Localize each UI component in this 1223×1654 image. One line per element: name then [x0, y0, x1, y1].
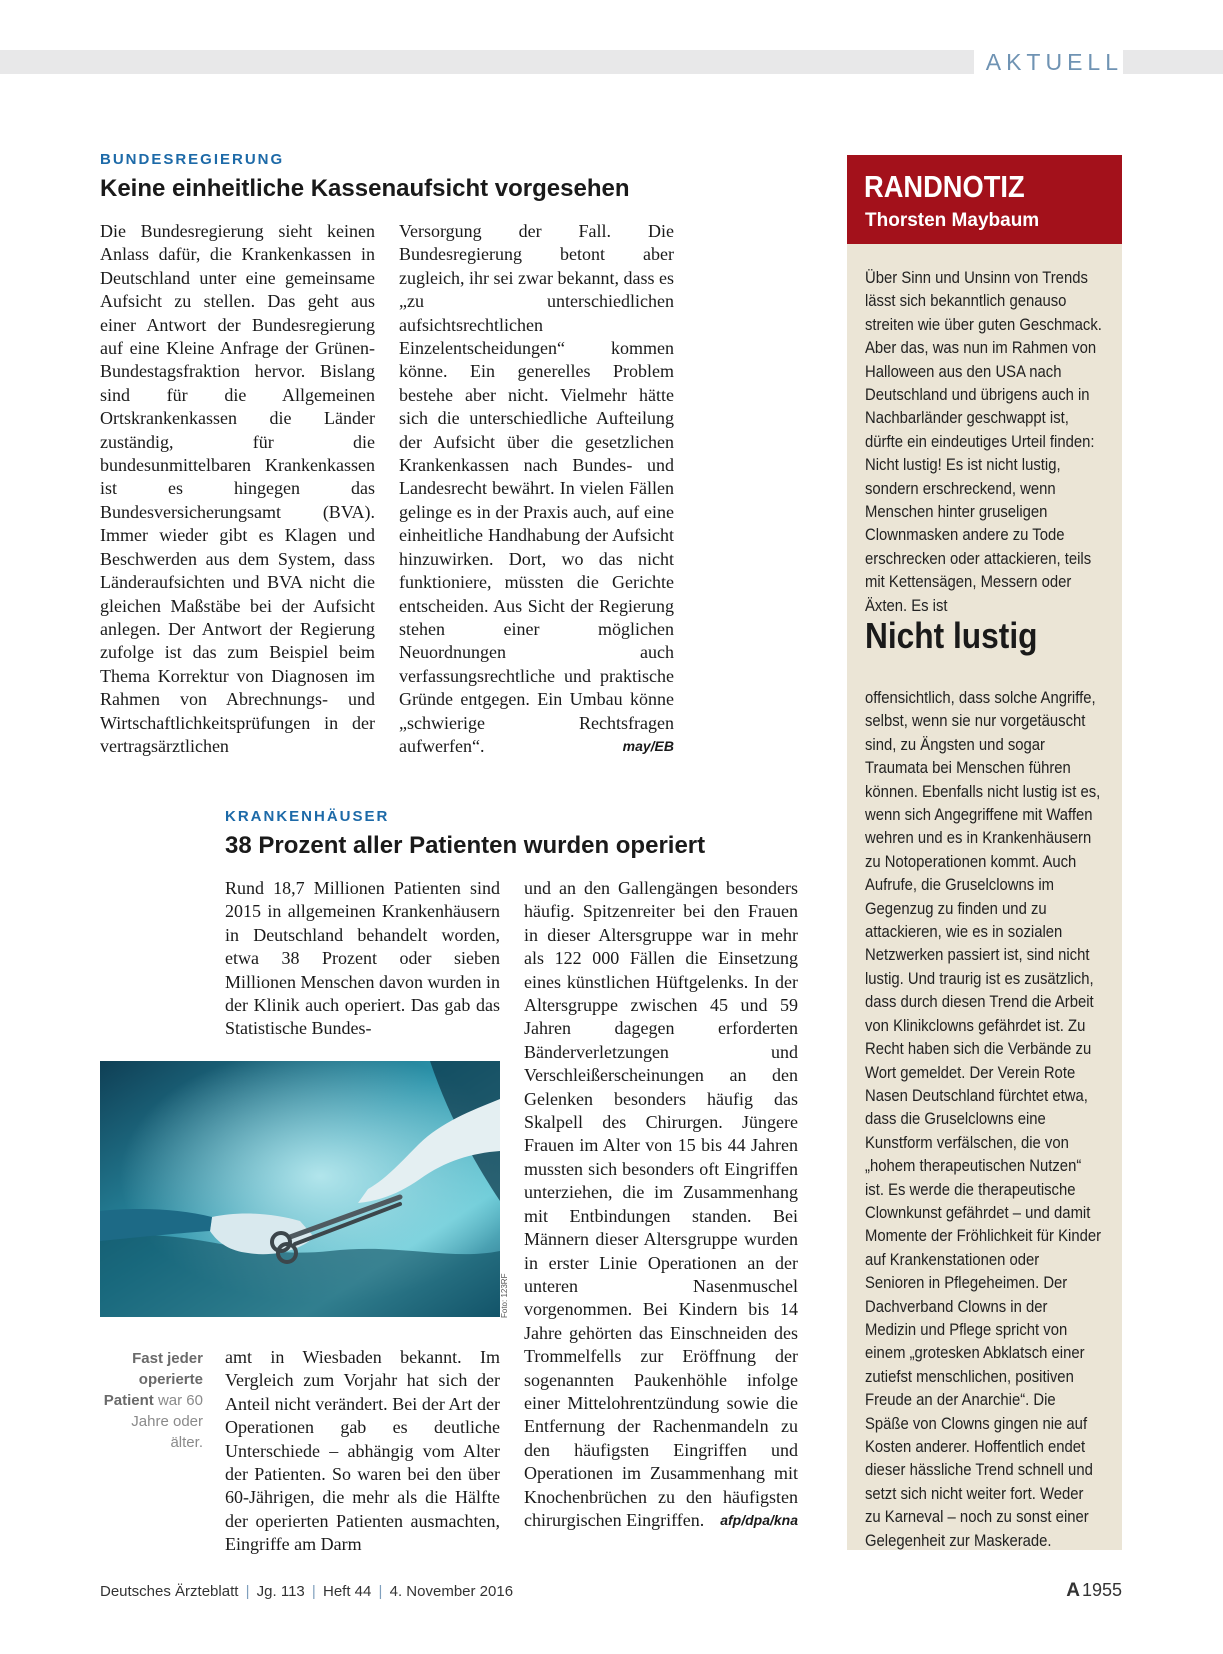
article2-byline: afp/dpa/kna — [720, 1511, 798, 1528]
footer-issue: Heft 44 — [323, 1583, 372, 1600]
photo-caption — [100, 1348, 203, 1453]
article2-text: und an den Gallengängen besonders häufig. Spitzenreiter bei den Frauen in dieser Altersgruppe war in mehr als 122 000 Fällen die Einsetzung eines künstlichen Hüftgelenks. In der Altersgruppe zwischen 45 und 59 Jahren dagegen erforderten Bänderverletzungen und Verschleißerscheinungen an den Gelenken besonders häufig das Skalpell des Chirurgen. Jüngere Frauen im Alter von 15 bis 44 Jahren mussten sich besonders oft Eingriffen unterziehen, die im Zusammenhang mit Entbindungen standen. Bei Männern dieser Altersgruppe wurden in erster Linie Operationen an der unteren Nasenmuschel vorgenommen. Bei Kindern bis 14 Jahre gehörten das Einschneiden des Trommelfells zur Eröffnung der sogenannten Paukenhöhle infolge einer Mittelohrentzündung sowie die Entfernung der Rachenmandeln zu den häufigsten Eingriffen und Operationen im Zusammenhang mit Knochenbrüchen zu den häufigsten chirurgischen Eingriffen. — [524, 878, 798, 1530]
footer-separator: | — [245, 1583, 250, 1600]
sidebar-author: Thorsten Maybaum — [865, 210, 1040, 231]
footer-date: 4. November 2016 — [389, 1583, 514, 1600]
caption-bold: Fast jeder operierte Patient — [103, 1350, 203, 1409]
surgery-photo — [100, 1061, 500, 1317]
article1-byline: may/EB — [622, 737, 674, 754]
article1-column-2 — [399, 220, 674, 758]
article2-column-1-bottom: amt in Wiesbaden bekannt. Im Vergleich zum Vorjahr hat sich der Anteil nicht verändert. Bei der Art der Operationen gab es deutliche Unterschiede – abhängig vom Alter der Patienten. So waren bei den über 60-Jährigen, die mehr als die Hälfte der operierten Patienten ausmachten, Eingriffe am Darm — [225, 1347, 500, 1555]
randnotiz-sidebar — [847, 155, 1122, 1550]
section-label: AKTUELL — [974, 46, 1123, 78]
footer-separator: | — [378, 1583, 383, 1600]
article1-kicker: BUNDESREGIERUNG — [100, 151, 285, 168]
footer-separator: | — [311, 1583, 316, 1600]
article2-headline: 38 Prozent aller Patienten wurden operiert — [225, 832, 706, 859]
article1-column-1: Die Bundesregierung sieht keinen Anlass dafür, die Krankenkassen in Deutschland unter eine gemeinsame Aufsicht zu stellen. Das geht aus einer Antwort der Bundesregierung auf eine Kleine Anfrage der Grünen-Bundestagsfraktion hervor. Bislang sind für die Allgemeinen Ortskrankenkassen die Länder zuständig, für die bundesunmittelbaren Krankenkassen ist es hingegen das Bundesversicherungsamt (BVA). Immer wieder gibt es Klagen und Beschwerden aus dem System, dass Länderaufsichten und BVA nicht die gleichen Maßstäbe bei der Aufsicht anlegen. Der Antwort der Regierung zufolge ist das zum Beispiel beim Thema Korrektur von Diagnosen im Rahmen von Abrechnungs- und Wirtschaftlichkeitsprüfungen in der vertragsärztlichen — [100, 221, 375, 756]
caption-rest: war 60 Jahre oder älter. — [131, 1392, 203, 1451]
article1-text: Versorgung der Fall. Die Bundesregierung betont aber zugleich, ihr sei zwar bekannt, dass es „zu unterschiedlichen aufsichtsrechtlichen Einzelentscheidungen“ kommen könne. Ein generelles Problem bestehe aber nicht. Vielmehr hätte sich die unterschiedliche Aufteilung der Aufsicht über die gesetzlichen Krankenkassen nach Bundes- und Landesrecht bewährt. In vielen Fällen gelinge es in der Praxis auch, auf eine einheitliche Handhabung der Aufsicht hinzuwirken. Dort, wo das nicht funktioniere, müssten die Gerichte entscheiden. Aus Sicht der Regierung stehen einer möglichen Neuordnungen auch verfassungsrechtliche und praktische Gründe entgegen. Ein Umbau könne „schwierige Rechtsfragen aufwerfen“. — [399, 221, 674, 756]
sidebar-headline: Nicht lustig — [865, 615, 1038, 656]
sidebar-header — [847, 155, 1122, 244]
sidebar-text-top: Über Sinn und Unsinn von Trends lässt sich bekanntlich genauso streiten wie über guten Geschmack. Aber das, was nun im Rahmen von Halloween aus den USA nach Deutschland und übrigens auch in Nachbarländer geschwappt ist, dürfte ein eindeutiges Urteil finden: Nicht lustig! Es ist nicht lustig, sondern erschreckend, wenn Menschen hinter gruseligen Clownmasken andere zu Tode erschrecken oder attackieren, teils mit Kettensägen, Messern oder Äxten. Es ist — [865, 269, 1102, 615]
article2-kicker: KRANKENHÄUSER — [225, 808, 390, 825]
photo-credit: Foto: 123RF — [500, 1273, 509, 1318]
article1-headline: Keine einheitliche Kassenaufsicht vorgesehen — [100, 175, 630, 202]
sidebar-title: RANDNOTIZ — [864, 169, 1025, 204]
article2-column-1-top: Rund 18,7 Millionen Patienten sind 2015 in allgemeinen Krankenhäusern in Deutschland behandelt worden, etwa 38 Prozent oder sieben Millionen Menschen davon wurden in der Klinik auch operiert. Das gab das Statistische Bundes- — [225, 878, 500, 1039]
footer — [100, 1583, 513, 1600]
footer-journal: Deutsches Ärzteblatt — [100, 1583, 239, 1600]
page-value: 1955 — [1081, 1580, 1122, 1600]
page-number — [1066, 1580, 1122, 1602]
sidebar-text-bottom: offensichtlich, dass solche Angriffe, selbst, wenn sie nur vorgetäuscht sind, zu Ängsten und sogar Traumata bei Menschen führen können. Ebenfalls nicht lustig ist es, wenn sich Angegriffene mit Waffen wehren und es in Krankenhäusern zu Notoperationen kommt. Auch Aufrufe, die Gruselclowns im Gegenzug zu finden und zu attackieren, wie es in sozialen Netzwerken passiert ist, sind nicht lustig. Und traurig ist es zusätzlich, dass durch diesen Trend die Arbeit von Klinikclowns gefährdet ist. Zu Recht haben sich die Verbände zu Wort gemeldet. Der Verein Rote Nasen Deutschland fürchtet etwa, dass die Gruselclowns eine Kunstform verfälschen, die von „hohem therapeutischen Nutzen“ ist. Es werde die therapeutische Clownkunst gefährdet – und damit Momente der Fröhlichkeit für Kinder auf Krankenstationen oder Senioren in Pflegeheimen. Der Dachverband Clowns in der Medizin und Pflege spricht von einem „grotesken Abklatsch einer zutiefst menschlichen, positiven Freude an der Anarchie“. Die Späße von Clowns gingen nie auf Kosten anderer. Hoffentlich endet dieser hässliche Trend schnell und setzt sich nicht weiter fort. Weder zu Karneval – noch zu sonst einer Gelegenheit zur Maskerade. — [865, 689, 1102, 1550]
article2-column-2 — [524, 877, 798, 1532]
surgery-photo-illustration — [100, 1061, 500, 1317]
page-prefix: A — [1066, 1580, 1080, 1601]
footer-volume: Jg. 113 — [256, 1583, 305, 1600]
